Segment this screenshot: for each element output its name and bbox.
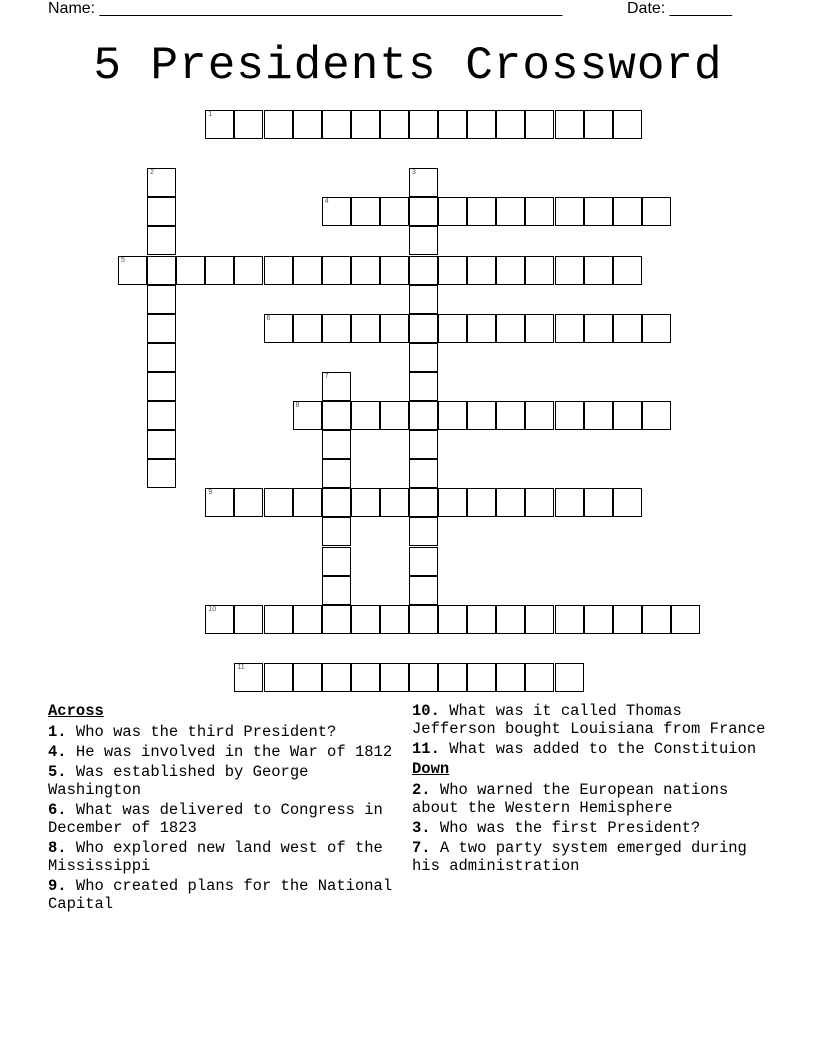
clue-text: What was added to the Constituion bbox=[439, 740, 757, 758]
crossword-cell[interactable] bbox=[467, 256, 496, 285]
cell-number: 8 bbox=[295, 402, 300, 409]
crossword-cell[interactable] bbox=[293, 663, 322, 692]
crossword-cell[interactable] bbox=[496, 401, 525, 430]
crossword-cell[interactable] bbox=[613, 256, 642, 285]
crossword-cell[interactable] bbox=[234, 663, 263, 692]
crossword-cell[interactable] bbox=[264, 488, 293, 517]
across-heading: Across bbox=[48, 702, 104, 720]
crossword-cell[interactable] bbox=[584, 488, 613, 517]
crossword-cell[interactable] bbox=[147, 226, 176, 255]
crossword-cell[interactable] bbox=[322, 605, 351, 634]
crossword-cell[interactable] bbox=[438, 605, 467, 634]
clue-down-7 bbox=[412, 839, 772, 875]
clue-across-8 bbox=[48, 839, 398, 875]
crossword-cell[interactable] bbox=[584, 110, 613, 139]
crossword-cell[interactable] bbox=[234, 488, 263, 517]
crossword-cell[interactable] bbox=[264, 256, 293, 285]
crossword-cell[interactable] bbox=[322, 517, 351, 546]
clue-across-11 bbox=[412, 740, 772, 758]
crossword-cell[interactable] bbox=[496, 110, 525, 139]
cell-number: 10 bbox=[208, 605, 217, 613]
crossword-cell[interactable] bbox=[409, 285, 438, 314]
crossword-cell[interactable] bbox=[322, 256, 351, 285]
crossword-cell[interactable] bbox=[322, 430, 351, 459]
crossword-cell[interactable] bbox=[467, 488, 496, 517]
crossword-cell[interactable] bbox=[147, 314, 176, 343]
crossword-cell[interactable] bbox=[293, 401, 322, 430]
clue-text: Who was the third President? bbox=[66, 723, 337, 741]
crossword-cell[interactable] bbox=[322, 547, 351, 576]
crossword-cell[interactable] bbox=[147, 459, 176, 488]
crossword-cell[interactable] bbox=[438, 488, 467, 517]
clue-text: He was involved in the War of 1812 bbox=[66, 743, 393, 761]
clue-number: 3. bbox=[412, 819, 431, 837]
crossword-cell[interactable] bbox=[409, 343, 438, 372]
crossword-cell[interactable] bbox=[467, 110, 496, 139]
crossword-cell[interactable] bbox=[642, 605, 671, 634]
cell-number: 9 bbox=[208, 489, 213, 497]
crossword-cell[interactable] bbox=[555, 256, 584, 285]
crossword-cell[interactable] bbox=[642, 401, 671, 430]
crossword-cell[interactable] bbox=[584, 401, 613, 430]
crossword-cell[interactable] bbox=[584, 256, 613, 285]
crossword-cell[interactable] bbox=[525, 605, 554, 634]
clue-number: 2. bbox=[412, 781, 431, 799]
clues-column-left bbox=[48, 702, 398, 915]
clue-text: Was established by George Washington bbox=[48, 763, 309, 799]
crossword-cell[interactable] bbox=[496, 256, 525, 285]
crossword-cell[interactable] bbox=[525, 663, 554, 692]
clue-across-6 bbox=[48, 801, 398, 837]
crossword-cell[interactable] bbox=[496, 314, 525, 343]
crossword-cell[interactable] bbox=[409, 110, 438, 139]
crossword-cell[interactable] bbox=[264, 663, 293, 692]
clue-text: Who was the first President? bbox=[430, 819, 701, 837]
crossword-cell[interactable] bbox=[613, 488, 642, 517]
crossword-cell[interactable] bbox=[351, 197, 380, 226]
crossword-cell[interactable] bbox=[351, 314, 380, 343]
crossword-cell[interactable] bbox=[496, 605, 525, 634]
crossword-cell[interactable] bbox=[525, 256, 554, 285]
clue-text: What was it called Thomas Jefferson bought Louisiana from France bbox=[412, 702, 766, 738]
crossword-cell[interactable] bbox=[409, 488, 438, 517]
clue-number: 8. bbox=[48, 839, 67, 857]
crossword-cell[interactable] bbox=[409, 314, 438, 343]
clue-number: 5. bbox=[48, 763, 67, 781]
crossword-cell[interactable] bbox=[351, 663, 380, 692]
crossword-cell[interactable] bbox=[409, 517, 438, 546]
crossword-cell[interactable] bbox=[147, 343, 176, 372]
crossword-cell[interactable] bbox=[409, 663, 438, 692]
crossword-cell[interactable] bbox=[525, 314, 554, 343]
name-field[interactable]: Name: ____________________________________________________ bbox=[48, 0, 563, 17]
crossword-cell[interactable] bbox=[176, 256, 205, 285]
clue-down-2 bbox=[412, 781, 772, 817]
clue-text: A two party system emerged during his administration bbox=[412, 839, 747, 875]
crossword-cell[interactable] bbox=[555, 488, 584, 517]
crossword-cell[interactable] bbox=[438, 314, 467, 343]
crossword-cell[interactable] bbox=[613, 401, 642, 430]
crossword-cell[interactable] bbox=[322, 459, 351, 488]
crossword-cell[interactable] bbox=[438, 401, 467, 430]
crossword-cell[interactable] bbox=[147, 285, 176, 314]
crossword-cell[interactable] bbox=[380, 110, 409, 139]
crossword-cell[interactable] bbox=[234, 110, 263, 139]
crossword-cell[interactable] bbox=[409, 430, 438, 459]
crossword-cell[interactable] bbox=[322, 110, 351, 139]
crossword-cell[interactable] bbox=[293, 110, 322, 139]
crossword-cell[interactable] bbox=[613, 605, 642, 634]
cell-number: 7 bbox=[324, 372, 329, 380]
crossword-cell[interactable] bbox=[409, 401, 438, 430]
crossword-cell[interactable] bbox=[584, 314, 613, 343]
crossword-cell[interactable] bbox=[205, 110, 234, 139]
crossword-cell[interactable] bbox=[380, 314, 409, 343]
clue-number: 10. bbox=[412, 702, 440, 720]
crossword-cell[interactable] bbox=[380, 663, 409, 692]
cell-number: 6 bbox=[266, 314, 271, 322]
crossword-cell[interactable] bbox=[147, 197, 176, 226]
crossword-cell[interactable] bbox=[525, 197, 554, 226]
crossword-cell[interactable] bbox=[293, 605, 322, 634]
crossword-cell[interactable] bbox=[467, 605, 496, 634]
crossword-cell[interactable] bbox=[555, 605, 584, 634]
crossword-cell[interactable] bbox=[380, 605, 409, 634]
crossword-cell[interactable] bbox=[555, 197, 584, 226]
crossword-cell[interactable] bbox=[525, 110, 554, 139]
clue-across-10 bbox=[412, 702, 772, 738]
crossword-cell[interactable] bbox=[409, 226, 438, 255]
crossword-cell[interactable] bbox=[205, 488, 234, 517]
crossword-cell[interactable] bbox=[380, 197, 409, 226]
crossword-cell[interactable] bbox=[613, 110, 642, 139]
crossword-cell[interactable] bbox=[642, 314, 671, 343]
page-title: 5 Presidents Crossword bbox=[93, 40, 723, 92]
clue-number: 7. bbox=[412, 839, 431, 857]
cell-number: 1 bbox=[208, 111, 213, 118]
crossword-cell[interactable] bbox=[438, 256, 467, 285]
clue-text: Who warned the European nations about the Western Hemisphere bbox=[412, 781, 729, 817]
crossword-cell[interactable] bbox=[264, 605, 293, 634]
crossword-cell[interactable] bbox=[584, 197, 613, 226]
crossword-cell[interactable] bbox=[555, 663, 584, 692]
crossword-cell[interactable] bbox=[409, 547, 438, 576]
crossword-cell[interactable] bbox=[351, 110, 380, 139]
crossword-cell[interactable] bbox=[234, 256, 263, 285]
crossword-cell[interactable] bbox=[322, 314, 351, 343]
crossword-cell[interactable] bbox=[380, 401, 409, 430]
clue-across-5 bbox=[48, 763, 398, 799]
crossword-cell[interactable] bbox=[380, 256, 409, 285]
crossword-cell[interactable] bbox=[322, 488, 351, 517]
cell-number: 2 bbox=[150, 169, 154, 177]
crossword-cell[interactable] bbox=[584, 605, 613, 634]
crossword-cell[interactable] bbox=[118, 256, 147, 285]
crossword-cell[interactable] bbox=[351, 256, 380, 285]
crossword-cell[interactable] bbox=[555, 401, 584, 430]
crossword-cell[interactable] bbox=[147, 168, 176, 197]
crossword-cell[interactable] bbox=[496, 488, 525, 517]
crossword-cell[interactable] bbox=[322, 197, 351, 226]
crossword-cell[interactable] bbox=[613, 197, 642, 226]
clue-number: 6. bbox=[48, 801, 67, 819]
crossword-cell[interactable] bbox=[467, 314, 496, 343]
crossword-cell[interactable] bbox=[467, 401, 496, 430]
clue-number: 11. bbox=[412, 740, 440, 758]
clue-number: 9. bbox=[48, 877, 67, 895]
crossword-cell[interactable] bbox=[496, 663, 525, 692]
clue-text: Who created plans for the National Capital bbox=[48, 877, 393, 913]
crossword-cell[interactable] bbox=[322, 663, 351, 692]
cell-number: 3 bbox=[412, 169, 416, 177]
crossword-cell[interactable] bbox=[264, 110, 293, 139]
crossword-cell[interactable] bbox=[147, 256, 176, 285]
crossword-cell[interactable] bbox=[380, 488, 409, 517]
clue-across-9 bbox=[48, 877, 398, 913]
crossword-cell[interactable] bbox=[234, 605, 263, 634]
cell-number: 5 bbox=[121, 256, 125, 264]
crossword-cell[interactable] bbox=[409, 168, 438, 197]
crossword-cell[interactable] bbox=[322, 401, 351, 430]
crossword-cell[interactable] bbox=[467, 197, 496, 226]
crossword-cell[interactable] bbox=[205, 256, 234, 285]
crossword-cell[interactable] bbox=[322, 372, 351, 401]
crossword-cell[interactable] bbox=[613, 314, 642, 343]
crossword-cell[interactable] bbox=[525, 488, 554, 517]
crossword-cell[interactable] bbox=[496, 197, 525, 226]
crossword-cell[interactable] bbox=[409, 576, 438, 605]
crossword-cell[interactable] bbox=[409, 197, 438, 226]
crossword-cell[interactable] bbox=[147, 401, 176, 430]
crossword-cell[interactable] bbox=[409, 605, 438, 634]
crossword-cell[interactable] bbox=[467, 663, 496, 692]
clue-number: 4. bbox=[48, 743, 67, 761]
crossword-cell[interactable] bbox=[322, 576, 351, 605]
crossword-cell[interactable] bbox=[555, 314, 584, 343]
crossword-cell[interactable] bbox=[147, 372, 176, 401]
clue-text: Who explored new land west of the Mississippi bbox=[48, 839, 383, 875]
crossword-cell[interactable] bbox=[293, 256, 322, 285]
crossword-cell[interactable] bbox=[147, 430, 176, 459]
crossword-cell[interactable] bbox=[409, 459, 438, 488]
crossword-cell[interactable] bbox=[351, 605, 380, 634]
crossword-cell[interactable] bbox=[671, 605, 700, 634]
clue-number: 1. bbox=[48, 723, 67, 741]
crossword-cell[interactable] bbox=[525, 401, 554, 430]
date-field[interactable]: Date: _______ bbox=[627, 0, 732, 17]
clues-column-right bbox=[412, 702, 772, 877]
clue-across-4 bbox=[48, 743, 398, 761]
clue-text: What was delivered to Congress in December of 1823 bbox=[48, 801, 383, 837]
crossword-cell[interactable] bbox=[205, 605, 234, 634]
crossword-cell[interactable] bbox=[438, 110, 467, 139]
crossword-cell[interactable] bbox=[351, 488, 380, 517]
crossword-cell[interactable] bbox=[438, 663, 467, 692]
down-heading: Down bbox=[412, 760, 450, 778]
crossword-cell[interactable] bbox=[438, 197, 467, 226]
crossword-cell[interactable] bbox=[351, 401, 380, 430]
crossword-cell[interactable] bbox=[409, 256, 438, 285]
crossword-cell[interactable] bbox=[264, 314, 293, 343]
clue-across-1 bbox=[48, 723, 398, 741]
crossword-cell[interactable] bbox=[409, 372, 438, 401]
crossword-cell[interactable] bbox=[555, 110, 584, 139]
crossword-cell[interactable] bbox=[293, 488, 322, 517]
cell-number: 4 bbox=[324, 198, 329, 206]
clue-down-3 bbox=[412, 819, 772, 837]
crossword-cell[interactable] bbox=[293, 314, 322, 343]
cell-number: 11 bbox=[237, 663, 245, 671]
crossword-cell[interactable] bbox=[642, 197, 671, 226]
